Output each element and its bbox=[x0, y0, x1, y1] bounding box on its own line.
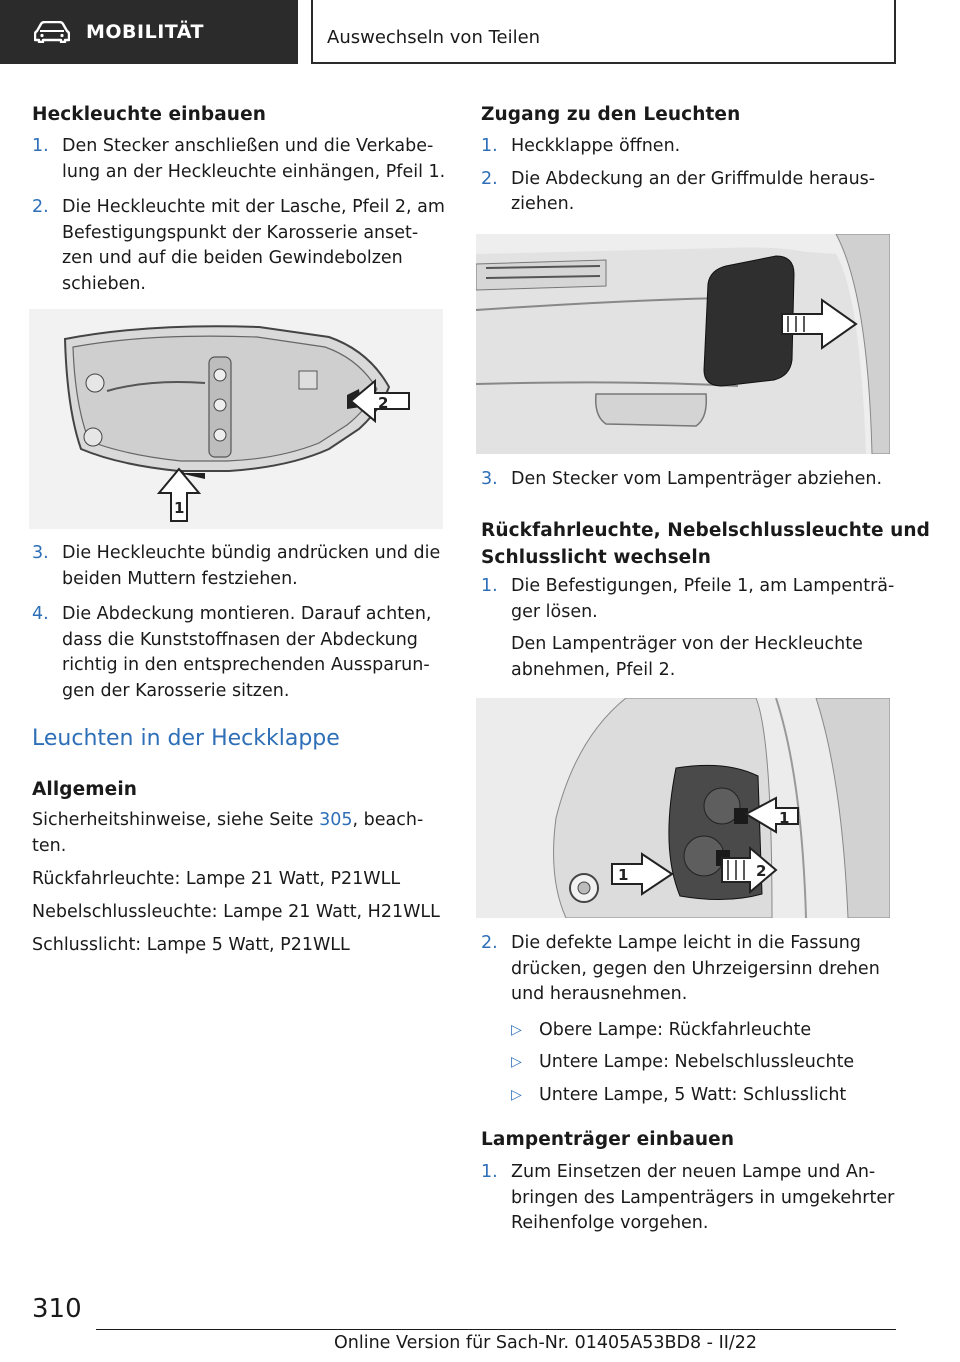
list-item bbox=[32, 541, 446, 592]
step-text: Den Stecker anschließen und die Verkabe-lung an der Heckleuchte einhängen, Pfeil 1. bbox=[62, 136, 446, 182]
fig1-label-1: 1 bbox=[174, 499, 185, 517]
fig3-label-2: 2 bbox=[756, 862, 767, 880]
page-number: 310 bbox=[32, 1294, 82, 1324]
chapter-label: Auswechseln von Teilen bbox=[327, 27, 541, 48]
lamp-text: Untere Lampe: Nebelschlussleuchte bbox=[539, 1052, 855, 1072]
change-steps-a bbox=[481, 574, 895, 683]
fig1-label-2: 2 bbox=[378, 394, 389, 412]
install-title: Heckleuchte einbauen bbox=[32, 104, 266, 125]
carrier-steps bbox=[481, 1160, 895, 1237]
step-number: 2. bbox=[481, 933, 498, 953]
lamp-list bbox=[481, 1018, 895, 1109]
install-steps-a bbox=[32, 134, 446, 297]
lamp-item bbox=[511, 1018, 895, 1044]
step-number: 1. bbox=[481, 136, 498, 156]
safety-text-post: , beach-ten. bbox=[32, 810, 424, 856]
change-title-line-2: Schlusslicht wechseln bbox=[481, 547, 712, 568]
tail-light-illustration bbox=[29, 309, 443, 529]
triangle-bullet-icon: ▷ bbox=[511, 1086, 522, 1103]
step-number: 3. bbox=[481, 469, 498, 489]
step-text: Die Heckleuchte bündig andrücken und die beiden Muttern festziehen. bbox=[62, 543, 441, 589]
lamp-item bbox=[511, 1083, 895, 1109]
step-text: Zum Einsetzen der neuen Lampe und An-bringen des Lampenträgers in umgekehrter Reihenfolge vorgehen. bbox=[511, 1162, 895, 1233]
step-text: Die Abdeckung an der Griffmulde heraus-ziehen. bbox=[511, 168, 876, 214]
list-item bbox=[32, 602, 446, 704]
step-text: Die defekte Lampe leicht in die Fassung drücken, gegen den Uhrzeigersinn drehen und herausnehmen. bbox=[511, 933, 880, 1004]
bulb-tail: Schlusslicht: Lampe 5 Watt, P21WLL bbox=[32, 935, 350, 955]
list-item bbox=[481, 1160, 895, 1237]
safety-text-pre: Sicherheitshinweise, siehe Seite bbox=[32, 810, 320, 830]
triangle-bullet-icon: ▷ bbox=[511, 1054, 522, 1070]
change-title bbox=[481, 517, 930, 571]
install-steps-b bbox=[32, 541, 446, 704]
car-icon bbox=[34, 21, 70, 43]
bulb-reverse: Rückfahrleuchte: Lampe 21 Watt, P21WLL bbox=[32, 869, 401, 889]
list-item bbox=[481, 467, 895, 493]
chapter-header bbox=[311, 0, 896, 64]
triangle-bullet-icon: ▷ bbox=[511, 1021, 522, 1038]
bulb-fog: Nebelschlussleuchte: Lampe 21 Watt, H21WLL bbox=[32, 902, 440, 922]
fig3-label-1a: 1 bbox=[779, 809, 790, 827]
section-label: MOBILITÄT bbox=[86, 21, 204, 43]
list-item bbox=[32, 134, 446, 185]
step-number: 3. bbox=[32, 543, 49, 563]
lamp-text: Obere Lampe: Rückfahrleuchte bbox=[539, 1019, 812, 1040]
tailgate-cover-figure bbox=[476, 234, 890, 454]
step-number: 1. bbox=[481, 1162, 498, 1182]
change-steps-b bbox=[481, 931, 895, 1108]
lamp-carrier-illustration bbox=[476, 698, 890, 918]
step-number: 4. bbox=[32, 604, 49, 624]
header-section-tab bbox=[0, 0, 298, 64]
list-item bbox=[481, 167, 895, 218]
access-steps-b bbox=[481, 467, 895, 493]
step-text: Die Befestigungen, Pfeile 1, am Lampenträ-ger lösen. bbox=[511, 576, 895, 622]
lamp-text: Untere Lampe, 5 Watt: Schlusslicht bbox=[539, 1084, 847, 1105]
step-number: 1. bbox=[481, 576, 498, 596]
change-title-line-1: Rückfahrleuchte, Nebelschlussleuchte und bbox=[481, 520, 931, 541]
step-note bbox=[481, 632, 895, 683]
step-number: 1. bbox=[32, 136, 49, 156]
general-title: Allgemein bbox=[32, 779, 138, 800]
lamp-carrier-figure bbox=[476, 698, 890, 918]
step-number: 2. bbox=[481, 168, 498, 189]
step-text: Den Stecker vom Lampenträger abziehen. bbox=[511, 469, 883, 489]
tailgate-illustration bbox=[476, 234, 890, 454]
step-note-text: Den Lampenträger von der Heckleuchte abnehmen, Pfeil 2. bbox=[511, 634, 863, 680]
step-number: 2. bbox=[32, 197, 49, 217]
access-steps-a bbox=[481, 134, 895, 218]
carrier-title: Lampenträger einbauen bbox=[481, 1129, 735, 1150]
list-item bbox=[481, 134, 895, 160]
list-item bbox=[32, 195, 446, 297]
safety-note bbox=[32, 808, 446, 859]
online-version-note: Online Version für Sach-Nr. 01405A53BD8 - II/22 bbox=[334, 1333, 758, 1353]
lamp-item bbox=[511, 1050, 895, 1076]
tail-light-figure bbox=[29, 309, 443, 529]
fig3-label-1b: 1 bbox=[618, 866, 629, 884]
access-title: Zugang zu den Leuchten bbox=[481, 104, 741, 125]
list-item bbox=[481, 574, 895, 625]
footer-divider bbox=[96, 1329, 896, 1330]
list-item bbox=[481, 931, 895, 1008]
section-title: Leuchten in der Heckklappe bbox=[32, 726, 340, 751]
safety-page-link[interactable]: 305 bbox=[319, 810, 353, 830]
step-text: Heckklappe öffnen. bbox=[511, 136, 681, 156]
step-text: Die Abdeckung montieren. Darauf achten, dass die Kunststoffnasen der Abdeckung richtig in den entsprechenden Aussparun-gen der Karosserie sitzen. bbox=[62, 604, 432, 701]
step-text: Die Heckleuchte mit der Lasche, Pfeil 2, am Befestigungspunkt der Karosserie anset-zen und auf die beiden Gewindebolzen schieben. bbox=[62, 197, 445, 294]
